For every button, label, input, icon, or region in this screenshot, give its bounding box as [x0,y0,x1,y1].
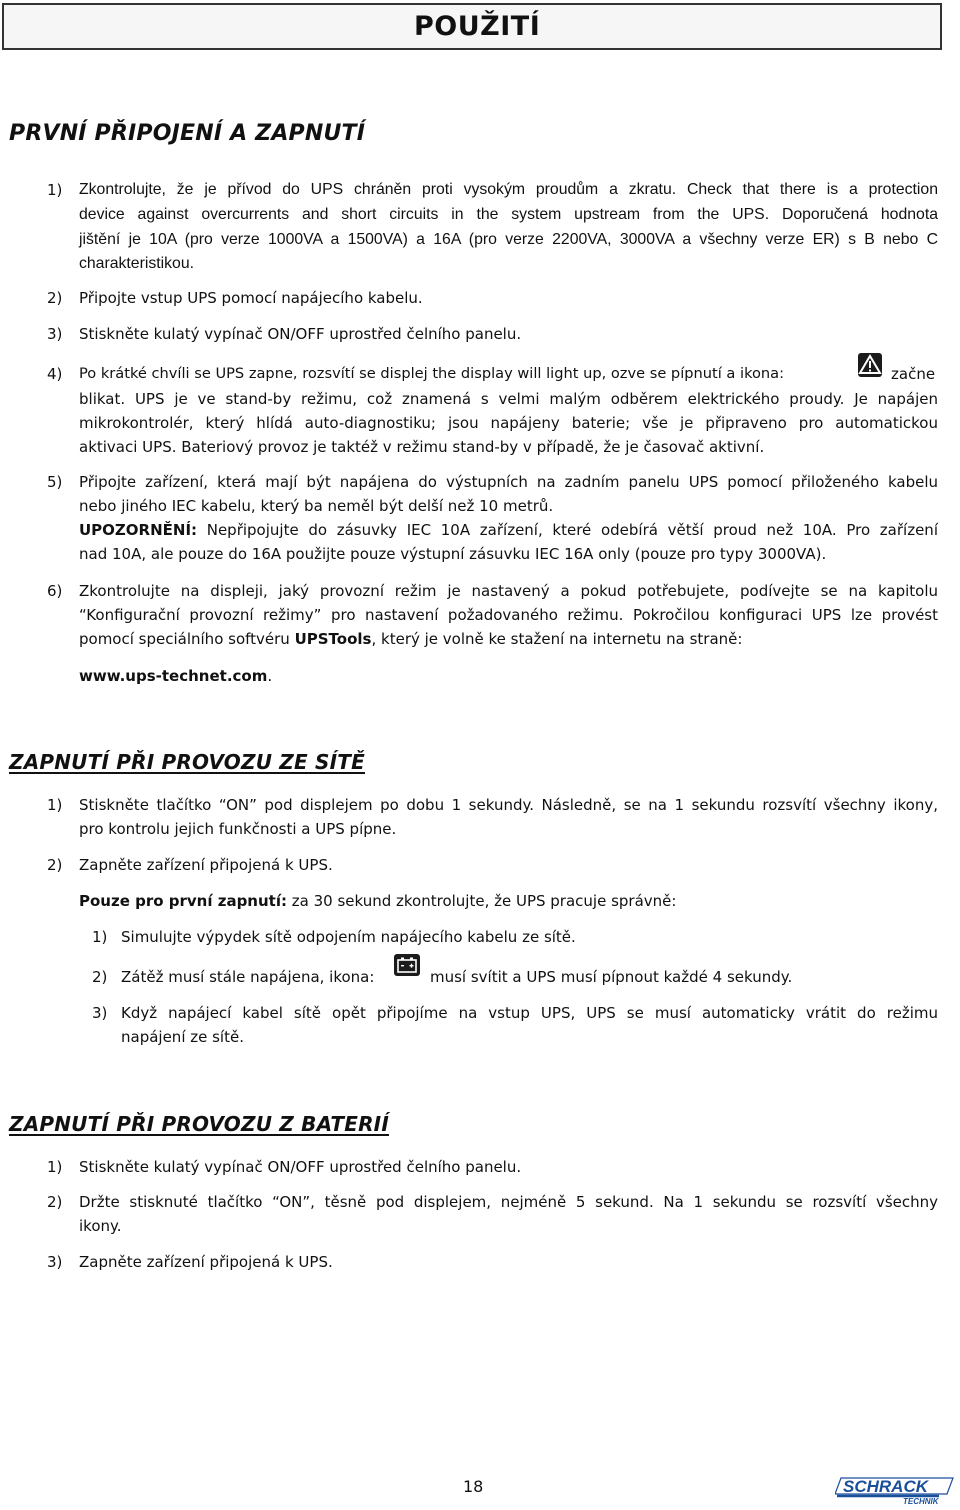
section-heading-battery-power: ZAPNUTÍ PŘI PROVOZU Z BATERIÍ [9,1112,389,1136]
list-number: 2) [47,1193,63,1211]
list-item-text: Stiskněte kulatý vypínač ON/OFF uprostřed čelního panelu. [79,1158,522,1176]
sub-list-number: 2) [92,968,108,986]
warning-triangle-icon [857,352,883,378]
list-item-text [79,627,742,651]
list-item-text: ikony. [79,1217,122,1235]
list-item-text: Po krátké chvíli se UPS zapne, rozsvítí se displej the display will light up, ozve se pípnutí a ikona: [79,365,785,382]
list-item-text: Připojte zařízení, která mají být napájena do výstupních na zadním panelu UPS pomocí přiloženého kabelu [79,473,938,491]
section-heading-mains-power: ZAPNUTÍ PŘI PROVOZU ZE SÍTĚ [9,750,365,774]
logo-wordmark: SCHRACK [843,1477,928,1496]
list-number: 3) [47,325,63,343]
text-fragment: pomocí speciálního softvéru [79,630,295,648]
sub-list-item-text: Simulujte výpydek sítě odpojením napájecího kabelu ze sítě. [121,928,576,946]
website-link[interactable]: www.ups-technet.com [79,667,268,685]
page-title: POUŽITÍ [414,11,541,42]
list-item-text: nebo jiného IEC kabelu, který ba neměl být delší než 10 metrů. [79,497,554,515]
schrack-technik-logo [835,1474,955,1506]
software-name: UPSTools [294,630,372,648]
list-item-text: Držte stisknuté tlačítko “ON”, těsně pod displejem, nejméně 5 sekund. Na 1 sekundu se rozsvítí všechny [79,1193,938,1211]
list-number: 3) [47,1253,63,1271]
list-number: 6) [47,582,63,600]
first-start-line [79,889,676,913]
text-fragment: . [267,667,273,685]
list-item-text: jištění je 10A (pro verze 1000VA a 1500VA) a 16A (pro verze 2200VA, 3000VA a všechny verze ER) s B nebo C [79,231,938,248]
list-item-text: aktivaci UPS. Bateriový provoz je taktéž v režimu stand-by v případě, že je časovač aktivní. [79,438,765,456]
list-item-text: Připojte vstup UPS pomocí napájecího kabelu. [79,289,423,307]
sub-list-item-text: napájení ze sítě. [121,1028,244,1046]
list-item-text: Zapněte zařízení připojená k UPS. [79,1253,333,1271]
sub-list-number: 1) [92,928,108,946]
sub-list-item-text: Když napájecí kabel sítě opět připojíme na vstup UPS, UPS se musí automaticky vrátit do režimu [121,1004,938,1022]
list-number: 2) [47,289,63,307]
text-fragment: za 30 sekund zkontrolujte, že UPS pracuje správně: [286,892,677,910]
list-number: 5) [47,473,63,491]
list-item-text: “Konfigurační provozní režimy” pro nastavení požadovaného režimu. Pokročilou konfiguraci UPS lze provést [79,606,938,624]
list-number: 1) [47,796,63,814]
list-item-text: device against overcurrents and short circuits in the system upstream from the UPS. Doporučená hodnota [79,206,938,223]
list-item-text: charakteristikou. [79,255,195,272]
warning-text: Nepřipojujte do zásuvky IEC 10A zařízení, které odebírá větší proud než 10A. Pro zařízení [197,521,938,539]
list-item-text: Zkontrolujte na displeji, jaký provozní režim je nastavený a pokud potřebujete, podívejte se na kapitolu [79,582,938,600]
list-item-text: nad 10A, ale pouze do 16A použijte pouze výstupní zásuvku IEC 16A only (pouze pro typy 3000VA). [79,545,827,563]
list-number: 2) [47,856,63,874]
list-item-text: mikrokontrolér, který hlídá auto-diagnostiku; jsou napájeny baterie; vše je připraveno pro automatickou [79,414,938,432]
list-item-text: začne [891,365,936,383]
list-number: 1) [47,1158,63,1176]
list-item-text: Zapněte zařízení připojená k UPS. [79,856,333,874]
list-number: 4) [47,365,63,383]
sub-list-item-text: musí svítit a UPS musí pípnout každé 4 sekundy. [430,968,793,986]
page-number: 18 [463,1477,484,1496]
sub-list-item-text: Zátěž musí stále napájena, ikona: [121,968,375,986]
website-line [79,664,272,688]
list-item-text: Zkontrolujte, že je přívod do UPS chráněn proti vysokým proudům a zkratu. Check that there is a protection [79,181,938,198]
list-item-text: Stiskněte kulatý vypínač ON/OFF uprostřed čelního panelu. [79,325,522,343]
warning-line [79,518,938,542]
list-number: 1) [47,181,63,199]
list-item-text: Stiskněte tlačítko “ON” pod displejem po dobu 1 sekundy. Následně, se na 1 sekundu rozsvítí všechny ikony, [79,796,938,814]
section-heading-first-connection: PRVNÍ PŘIPOJENÍ A ZAPNUTÍ [9,121,366,146]
sub-list-number: 3) [92,1004,108,1022]
list-item-text: pro kontrolu jejich funkčnosti a UPS pípne. [79,820,397,838]
battery-icon [393,953,421,977]
logo-subtext: TECHNIK [903,1497,939,1506]
list-item-text: blikat. UPS je ve stand-by režimu, což znamená s velmi malým odběrem elektrického proudy. Je napájen [79,390,938,408]
warning-label: UPOZORNĚNÍ: [79,521,198,539]
first-start-label: Pouze pro první zapnutí: [79,892,287,910]
page-title-box [2,3,942,50]
text-fragment: , který je volně ke stažení na internetu na straně: [371,630,743,648]
